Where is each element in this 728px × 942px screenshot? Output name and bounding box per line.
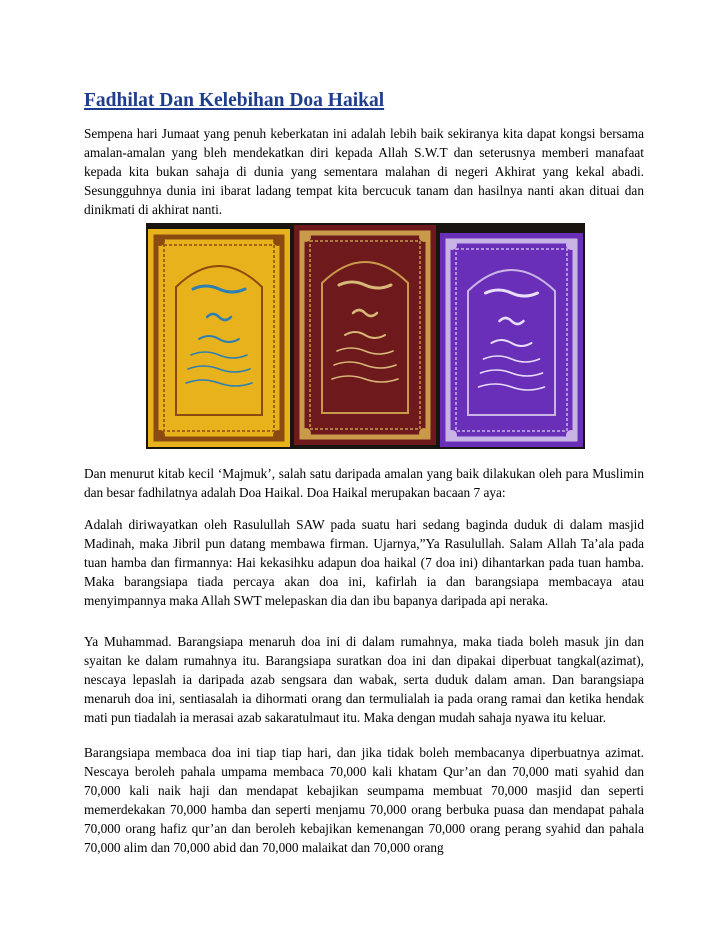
corner-ornament [566,240,576,250]
corner-ornament [273,430,283,440]
doa-haikal-books-image [146,223,585,449]
corner-ornament [273,236,283,246]
majmuk-paragraph: Dan menurut kitab kecil ‘Majmuk’, salah satu daripada amalan yang baik dilakukan oleh para Muslimin dan besar fadhilatnya adalah Doa Haikal. Doa Haikal merupakan bacaan 7 aya: [84,466,644,500]
corner-ornament [419,232,429,242]
book-purple [440,233,583,447]
corner-ornament [301,232,311,242]
page-title: Fadhilat Dan Kelebihan Doa Haikal [84,90,385,111]
book-maroon [294,225,436,445]
corner-ornament [447,430,457,440]
corner-ornament [419,428,429,438]
book-yellow [148,229,290,447]
riwayat-paragraph: Adalah diriwayatkan oleh Rasulullah SAW pada suatu hari sedang baginda duduk di dalam masjid Madinah, maka Jibril pun datang membawa firman. Ujarnya,”Ya Rasulullah. Salam Allah Ta’ala pada tuan hamba dan firmannya: Hai kekasihku adapun doa haikal (7 doa ini) dihantarkan pada tuan hamba. Maka barangsiapa tiada percaya akan doa ini, kafirlah ia dan barangsiapa membacaya atau menyimpannya maka Allah SWT melepaskan dia dan ibu bapanya daripada api neraka. [84,517,644,608]
ya-muhammad-paragraph: Ya Muhammad. Barangsiapa menaruh doa ini di dalam rumahnya, maka tiada boleh masuk jin dan syaitan ke dalam rumahnya itu. Barangsiapa suratkan doa ini dan dipakai diperbuat tangkal(azimat), nescaya lepaslah ia daripada azab sengsara dan wabak, serta duduk dalam aman. Dan barangsiapa menaruh doa ini, sentiasalah ia dihormati orang dan termulialah ia pada orang ramai dan ketika hendak mati pun tiadalah ia merasai azab sakaratulmaut itu. Maka dengan mudah sahaja nyawa itu keluar. [84,634,644,725]
corner-ornament [566,430,576,440]
corner-ornament [301,428,311,438]
corner-ornament [155,236,165,246]
books-photo [146,223,585,449]
intro-paragraph: Sempena hari Jumaat yang penuh keberkatan ini adalah lebih baik sekiranya kita dapat kongsi bersama amalan-amalan yang bleh mendekatkan diri kepada Allah S.W.T dan seterusnya memberi manafaat kepada kita bukan sahaja di dunia yang sementara malahan di negeri Akhirat yang kekal abadi. Sesungguhnya dunia ini ibarat ladang tempat kita bercucuk tanam dan hasilnya nanti akan dituai dan dinikmati di akhirat nanti. [84,126,644,217]
pahala-paragraph: Barangsiapa membaca doa ini tiap tiap hari, dan jika tidak boleh membacanya diperbuatnya azimat. Nescaya beroleh pahala umpama membaca 70,000 kali khatam Qur’an dan 70,000 mati syahid dan 70,000 kali naik haji dan mendapat kebajikan seumpama membuat 70,000 masjid dan seperti memerdekakan 70,000 hamba dan seperti menjamu 70,000 orang berbuka puasa dan mendapat pahala 70,000 orang hafiz qur’an dan beroleh kebajikan kemenangan 70,000 orang perang syahid dan pahala 70,000 alim dan 70,000 abid dan 70,000 malaikat dan 70,000 orang [84,745,644,855]
corner-ornament [447,240,457,250]
corner-ornament [155,430,165,440]
